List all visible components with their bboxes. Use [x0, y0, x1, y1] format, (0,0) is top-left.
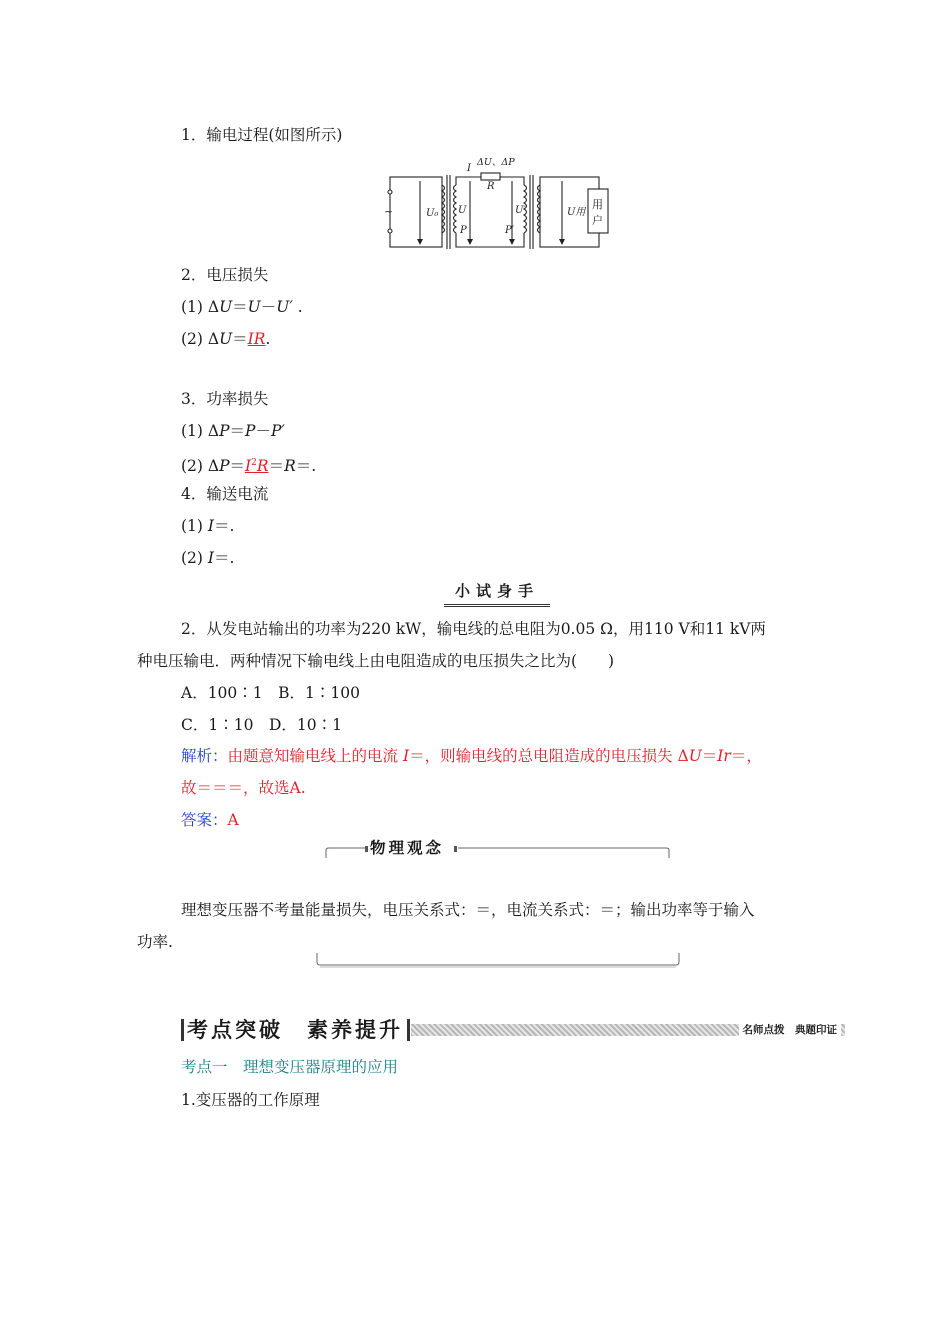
section-4-title: 4．输送电流 — [181, 485, 269, 503]
question-2-line-2: 种电压输电．两种情况下输电线上由电阻造成的电压损失之比为( ) — [137, 652, 615, 670]
transmission-circuit-diagram — [384, 155, 614, 252]
solution-label: 解析： — [181, 747, 228, 765]
section-2-title: 2．电压损失 — [181, 266, 269, 284]
label-U: U — [458, 205, 467, 216]
try-it-heading: 小试身手 — [444, 580, 550, 607]
concept-box-bottom-border — [316, 952, 680, 968]
label-I: I — [467, 163, 471, 174]
answer-line — [181, 809, 239, 831]
label-dU-dP: ΔU、ΔP — [477, 157, 515, 168]
solution-line-1: 解析：由题意知输电线上的电流 I＝，则输电线的总电阻造成的电压损失 ΔU＝Ir＝， — [181, 747, 762, 765]
options-a-b: A．100∶1 B．1∶100 — [181, 684, 360, 702]
label-U-use: U用 — [567, 207, 586, 218]
section-banner — [181, 1017, 845, 1043]
answer-value: A — [227, 811, 239, 829]
power-loss-formula-2: (2) $\Delta P=I^2R=R=$. — [181, 457, 317, 476]
label-user-2: 户 — [592, 214, 603, 227]
section-3-title: 3．功率损失 — [181, 390, 269, 408]
label-user-1: 用 — [592, 198, 603, 211]
voltage-loss-formula-1: (1) ΔU＝U－U′ . — [181, 298, 303, 316]
label-source: ~ — [384, 205, 394, 218]
options-c-d: C．1∶10 D．10∶1 — [181, 716, 342, 734]
subsection-1-title: 1.变压器的工作原理 — [181, 1091, 320, 1109]
section-banner-title: 考点突破 素养提升 — [187, 1017, 409, 1043]
answer-label: 答案： — [181, 811, 228, 829]
label-R: R — [487, 181, 495, 192]
concept-line-2: 功率. — [137, 933, 173, 951]
label-U-prime: U′ — [515, 205, 526, 216]
current-formula-2: (2) I＝. — [181, 549, 235, 567]
current-formula-1: (1) I＝. — [181, 517, 235, 535]
exam-point-1: 考点一 理想变压器原理的应用 — [181, 1058, 399, 1076]
banner-divider — [407, 1019, 410, 1041]
section-banner-subtitle: 名师点拨 典题印证 — [739, 1024, 842, 1037]
concept-line-1: 理想变压器不考量能量损失，电压关系式：＝，电流关系式：＝；输出功率等于输入 — [181, 901, 755, 919]
label-P: P — [460, 225, 467, 236]
power-loss-formula-1: (1) ΔP＝P－P′ — [181, 422, 285, 440]
voltage-loss-formula-2: (2) ΔU＝IR. — [181, 330, 271, 348]
section-1-title: 1．输电过程(如图所示) — [181, 126, 343, 144]
label-U0: U₀ — [426, 208, 439, 219]
label-P-prime: P′ — [505, 225, 514, 236]
question-2-line-1: 2．从发电站输出的功率为220 kW，输电线的总电阻为0.05 Ω，用110 V和11 kV两 — [181, 620, 766, 638]
solution-line-2: 故＝＝＝，故选A. — [181, 779, 306, 797]
banner-left-mark — [181, 1019, 184, 1041]
concept-heading: 物理观念 — [370, 838, 445, 857]
